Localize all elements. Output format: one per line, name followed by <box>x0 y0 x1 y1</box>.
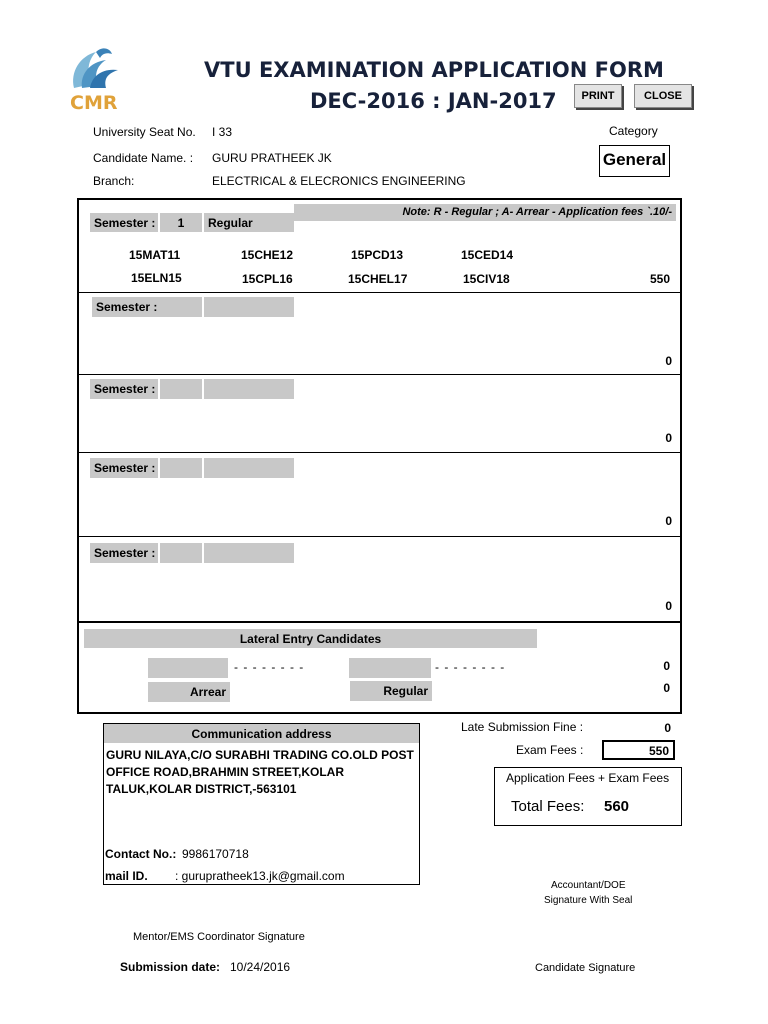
divider <box>79 374 680 375</box>
form-title: VTU EXAMINATION APPLICATION FORM <box>204 58 664 82</box>
arrear-label: Arrear <box>148 682 230 702</box>
course-code: 15CED14 <box>461 248 514 262</box>
candidate-signature-label: Candidate Signature <box>535 962 636 974</box>
semester-type <box>204 379 294 399</box>
semester-label: Semester : <box>90 458 158 478</box>
accountant-label: Accountant/DOE <box>551 880 626 891</box>
semester-number <box>160 379 202 399</box>
lateral-fee: 0 <box>663 681 670 695</box>
branch-label: Branch: <box>93 174 135 188</box>
course-code: 15PCD13 <box>351 248 404 262</box>
divider <box>79 621 680 623</box>
course-code: 15ELN15 <box>131 271 182 285</box>
semester-fee: 550 <box>649 272 670 286</box>
semester-type <box>204 458 294 478</box>
branch-value: ELECTRICAL & ELECRONICS ENGINEERING <box>212 174 466 188</box>
contact-label: Contact No.: <box>105 847 177 861</box>
name-value: GURU PRATHEEK JK <box>212 151 332 165</box>
late-fine-label: Late Submission Fine : <box>461 720 584 734</box>
lateral-fee: 0 <box>663 659 670 673</box>
late-fine-value: 0 <box>664 721 671 735</box>
mail-value: : gurupratheek13.jk@gmail.com <box>175 869 345 883</box>
lateral-dashes: - - - - - - - - <box>234 660 305 674</box>
close-button[interactable]: CLOSE <box>634 84 692 108</box>
seat-value: I 33 <box>212 125 233 139</box>
lateral-dashes: - - - - - - - - <box>435 660 506 674</box>
print-button[interactable]: PRINT <box>574 84 622 108</box>
total-fees-label: Total Fees: <box>511 798 585 815</box>
semester-label: Semester : <box>92 297 202 317</box>
semester-number <box>160 458 202 478</box>
semester-type <box>204 297 294 317</box>
address-header: Communication address <box>104 724 419 743</box>
course-code: 15CHE12 <box>241 248 294 262</box>
logo-text: CMR <box>70 92 118 114</box>
semester-fee: 0 <box>665 599 672 613</box>
mail-label: mail ID. <box>105 869 148 883</box>
contact-value: 9986170718 <box>182 847 249 861</box>
semester-type: Regular <box>204 213 294 232</box>
course-code: 15CHEL17 <box>348 272 408 286</box>
submission-date-label: Submission date: <box>120 960 221 974</box>
semester-label: Semester : <box>90 379 158 399</box>
exam-fees-label: Exam Fees : <box>516 743 584 757</box>
lateral-regular-box <box>349 658 431 678</box>
lateral-arrear-box <box>148 658 228 678</box>
accountant-seal-label: Signature With Seal <box>544 895 633 906</box>
address-text: GURU NILAYA,C/O SURABHI TRADING CO.OLD POST OFFICE ROAD,BRAHMIN STREET,KOLAR TALUK,KOLAR DISTRICT,-563101 <box>106 748 414 796</box>
name-label: Candidate Name. : <box>93 151 194 165</box>
course-code: 15CIV18 <box>463 272 510 286</box>
course-code: 15MAT11 <box>129 248 181 262</box>
total-fees-value: 560 <box>604 798 630 815</box>
fee-note: Note: R - Regular ; A- Arrear - Application fees `.10/- <box>294 204 676 221</box>
mentor-signature-label: Mentor/EMS Coordinator Signature <box>133 931 305 943</box>
submission-date-value: 10/24/2016 <box>230 960 291 974</box>
divider <box>79 292 680 293</box>
app-exam-label: Application Fees + Exam Fees <box>506 771 670 785</box>
course-code: 15CPL16 <box>242 272 293 286</box>
semester-number <box>160 543 202 563</box>
semester-number: 1 <box>160 213 202 232</box>
semester-fee: 0 <box>665 431 672 445</box>
lateral-entry-header: Lateral Entry Candidates <box>84 629 537 648</box>
divider <box>79 536 680 537</box>
divider <box>79 452 680 453</box>
exam-fees-value: 550 <box>602 740 675 760</box>
semester-label: Semester : <box>90 543 158 563</box>
exam-session: DEC-2016 : JAN-2017 <box>310 89 557 113</box>
cmr-logo <box>66 44 132 116</box>
seat-label: University Seat No. <box>93 125 196 139</box>
regular-label: Regular <box>350 681 432 701</box>
category-value: General <box>599 145 670 177</box>
category-label: Category <box>609 124 658 138</box>
semester-label: Semester : <box>90 213 158 232</box>
semester-fee: 0 <box>665 354 672 368</box>
semester-type <box>204 543 294 563</box>
semester-fee: 0 <box>665 514 672 528</box>
